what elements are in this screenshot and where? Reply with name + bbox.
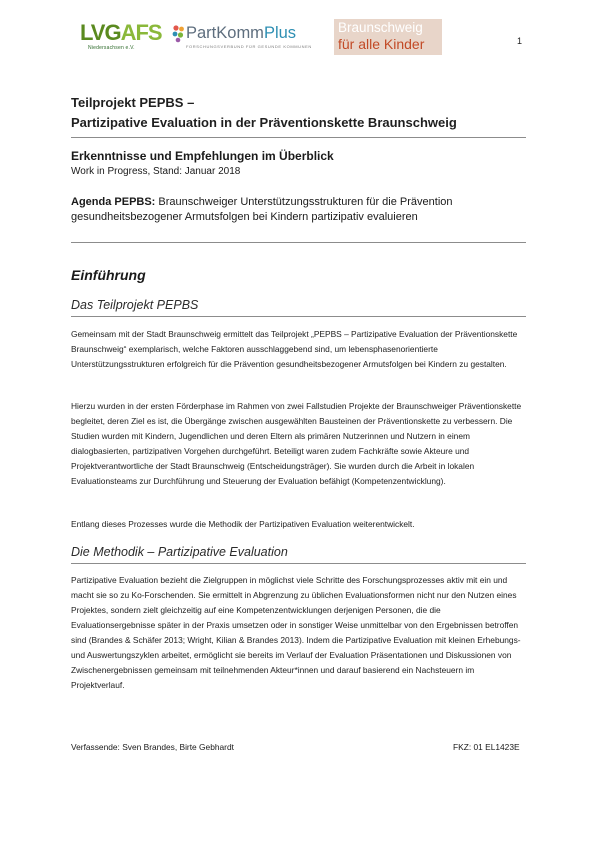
paragraph-4: Partizipative Evaluation bezieht die Zielgruppen in möglichst viele Schritte des Forschungsprozesses aktiv mit ein und macht sie so zu Ko-Forschenden. Sie ermittelt in Abgrenzung zu üblichen Evaluationsformen nicht nur den Nutzen eines Projektes, sondern zielt gleichzeitig auf eine Kompetenzentwicklungen derjenigen Personen, die die Evaluationsergebnisse später in der Praxis umsetzen oder in sonstiger Weise unmittelbar von den Ergebnissen betroffen sind (Brandes & Schäfer 2013; Wright, Kilian & Brandes 2013). Indem die Partizipative Evaluation mit kleinen Erhebungs- und Auswertungszyklen arbeitet, ermöglicht sie bereits im Verlauf der Evaluation Präsentationen und Diskussionen von Zwischenergebnissen gemeinsam mit teilnehmenden Akteur*innen und darauf basierend ein Nachsteuern im Projektverlauf.: [71, 575, 521, 690]
title-line-2: Partizipative Evaluation in der Präventionskette Braunschweig: [71, 115, 457, 130]
subsection-divider: [71, 316, 526, 317]
lvgafs-subtitle: Niedersachsen e.V.: [88, 45, 135, 51]
agenda-divider: [71, 242, 526, 243]
agenda-text: Braunschweiger Unterstützungsstrukturen für die Prävention gesundheitsbezogener Armutsfolgen bei Kindern partizipativ evaluieren: [71, 196, 453, 223]
braunschweig-logo-line1: Braunschweig: [338, 20, 423, 35]
page-number: 1: [517, 36, 523, 46]
paragraph-3: Entlang dieses Prozesses wurde die Methodik der Partizipativen Evaluation weiterentwickelt.: [71, 519, 415, 529]
subtitle: Erkenntnisse und Empfehlungen im Überblick: [71, 149, 334, 163]
flower-icon: [172, 24, 186, 46]
subsection-methodik: Die Methodik – Partizipative Evaluation: [71, 545, 288, 559]
partkommplus-subtitle: FORSCHUNGSVERBUND FÜR GESUNDE KOMMUNEN: [186, 44, 312, 49]
braunschweig-logo: [334, 19, 442, 55]
status-line: Work in Progress, Stand: Januar 2018: [71, 166, 241, 177]
partkommplus-logo: [172, 22, 317, 54]
footer-funding: FKZ: 01 EL1423E: [453, 742, 520, 752]
paragraph-2: Hierzu wurden in der ersten Förderphase im Rahmen von zwei Fallstudien Projekte der Braunschweiger Präventionskette begleitet, deren Ziel es ist, die Übergänge zwischen ausgewählten Bausteinen der Präventionskette zu verbessern. Die Studien wurden mit Kindern, Jugendlichen und deren Eltern als primären Nutzerinnen und Nutzern in einem dialogbasierten, partizipativen Vorgehen durchgeführt. Beteiligt waren zudem Fachkräfte sowie Akteure und Projektverantwortliche der Stadt Braunschweig (Entscheidungsträger). Sie wurden durch die Arbeit in lokalen Evaluationsteams zur Durchführung und Steuerung der Evaluation befähigt (Kompetenzentwicklung).: [71, 401, 522, 486]
braunschweig-logo-line2: für alle Kinder: [338, 36, 425, 52]
agenda: [71, 195, 541, 225]
section-heading: Einführung: [71, 267, 146, 283]
partkomm-word: PartKomm: [186, 24, 264, 42]
paragraph-1: Gemeinsam mit der Stadt Braunschweig ermittelt das Teilprojekt „PEPBS – Partizipative Evaluation der Präventionskette Braunschweig“ exemplarisch, welche Faktoren ausschlaggebend sind, um lebensphasenorientierte Unterstützungsstrukturen erfolgreich für die Prävention gesundheitsbezogener Armutsfolgen bei Kindern zu gestalten.: [71, 329, 518, 369]
title-line-1: Teilprojekt PEPBS –: [71, 95, 195, 110]
lvgafs-wordmark-a: LVG: [80, 20, 121, 45]
agenda-label: Agenda PEPBS:: [71, 196, 156, 208]
lvgafs-wordmark-b: AFS: [120, 20, 162, 45]
subsection-teilprojekt: Das Teilprojekt PEPBS: [71, 298, 199, 312]
footer-authors: Verfassende: Sven Brandes, Birte Gebhardt: [71, 742, 234, 752]
title-divider: [71, 137, 526, 138]
methodik-divider: [71, 563, 526, 564]
plus-word: Plus: [263, 24, 297, 42]
lvgafs-logo: [80, 22, 160, 58]
